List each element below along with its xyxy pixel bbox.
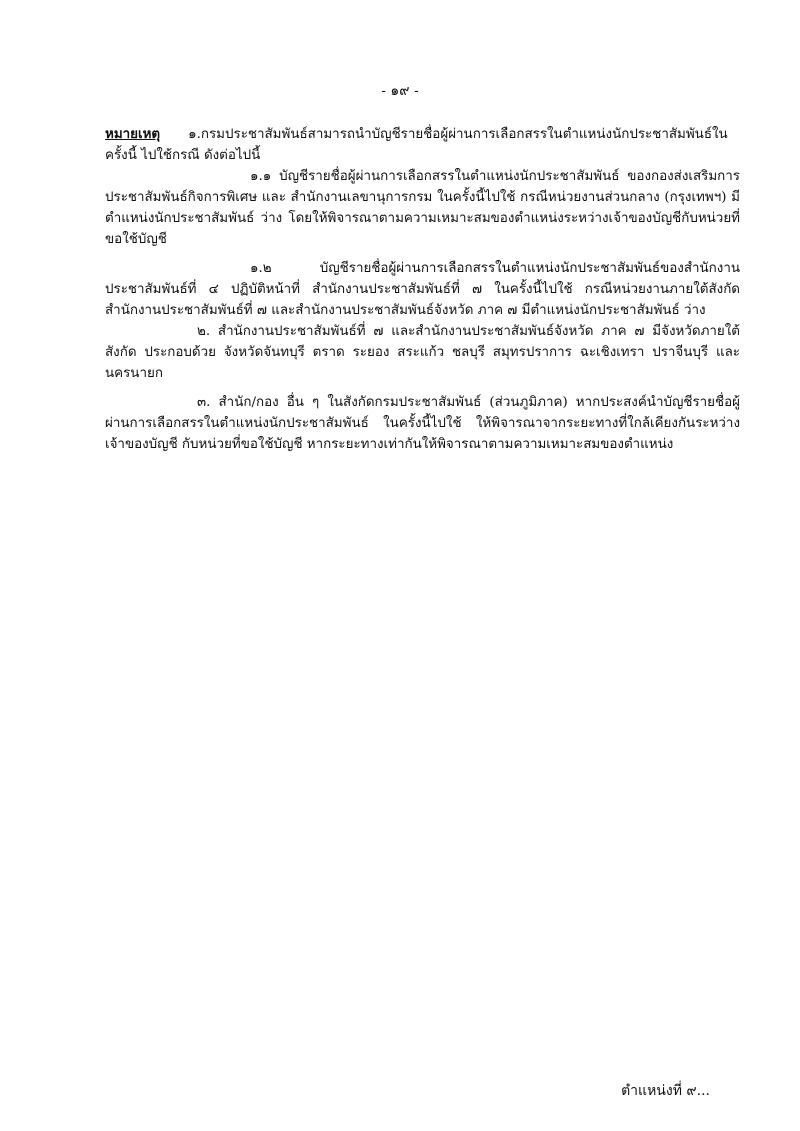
note-item-1-2: ๑.๒ บัญชีรายชื่อผู้ผ่านการเลือกสรรในตำแหน่งนักประชาสัมพันธ์ของสำนักงานประชาสัมพันธ์ที่ ๔ ปฏิบัติหน้าที่ สำนักงานประชาสัมพันธ์ที่ ๗ ในครั้งนี้ไปใช้ กรณีหน่วยงานภายใต้สังกัดสำนักงานประชาสัมพันธ์ที่ ๗ และสำนักงานประชาสัมพันธ์จังหวัด ภาค ๗ มีตำแหน่งนักประชาสัมพันธ์ ว่าง bbox=[105, 261, 740, 318]
note-item-1-1: ๑.๑ บัญชีรายชื่อผู้ผ่านการเลือกสรรในตำแหน่งนักประชาสัมพันธ์ ของกองส่งเสริมการประชาสัมพันธ์กิจการพิเศษ และ สำนักงานเลขานุการกรม ในครั้งนี้ไปใช้ กรณีหน่วยงานส่วนกลาง (กรุงเทพฯ) มีตำแหน่งนักประชาสัมพันธ์ ว่าง โดยให้พิจารณาตามความเหมาะสมของตำแหน่งระหว่างเจ้าของบัญชีกับหน่วยที่ขอใช้บัญชี bbox=[105, 169, 740, 247]
note-item-3: ๓. สำนัก/กอง อื่น ๆ ในสังกัดกรมประชาสัมพันธ์ (ส่วนภูมิภาค) หากประสงค์นำบัญชีรายชื่อผู้ผ่านการเลือกสรรในตำแหน่งนักประชาสัมพันธ์ ในครั้งนี้ไปใช้ ให้พิจารณาจากระยะทางที่ใกล้เคียงกันระหว่างเจ้าของบัญชี กับหน่วยที่ขอใช้บัญชี หากระยะทางเท่ากันให้พิจารณาตามความเหมาะสมของตำแหน่ง bbox=[105, 395, 740, 452]
note-item-1-text: ๑.กรมประชาสัมพันธ์สามารถนำบัญชีรายชื่อผู้ผ่านการเลือกสรรในตำแหน่งนักประชาสัมพันธ์ในครั้งนี้ ไปใช้กรณี ดังต่อไปนี้ bbox=[105, 127, 728, 163]
page-number: - ๑๙ - bbox=[381, 83, 419, 99]
continuation-marker: ตำแหน่งที่ ๙... bbox=[621, 1083, 710, 1099]
note-label: หมายเหตุ bbox=[105, 126, 161, 142]
note-section bbox=[105, 124, 740, 455]
note-item-1 bbox=[105, 124, 740, 166]
note-item-2: ๒. สำนักงานประชาสัมพันธ์ที่ ๗ และสำนักงานประชาสัมพันธ์จังหวัด ภาค ๗ มีจังหวัดภายใต้สังกัด ประกอบด้วย จังหวัดจันทบุรี ตราด ระยอง สระแก้ว ชลบุรี สมุทรปราการ ฉะเชิงเทรา ปราจีนบุรี และ นครนายก bbox=[105, 324, 740, 381]
